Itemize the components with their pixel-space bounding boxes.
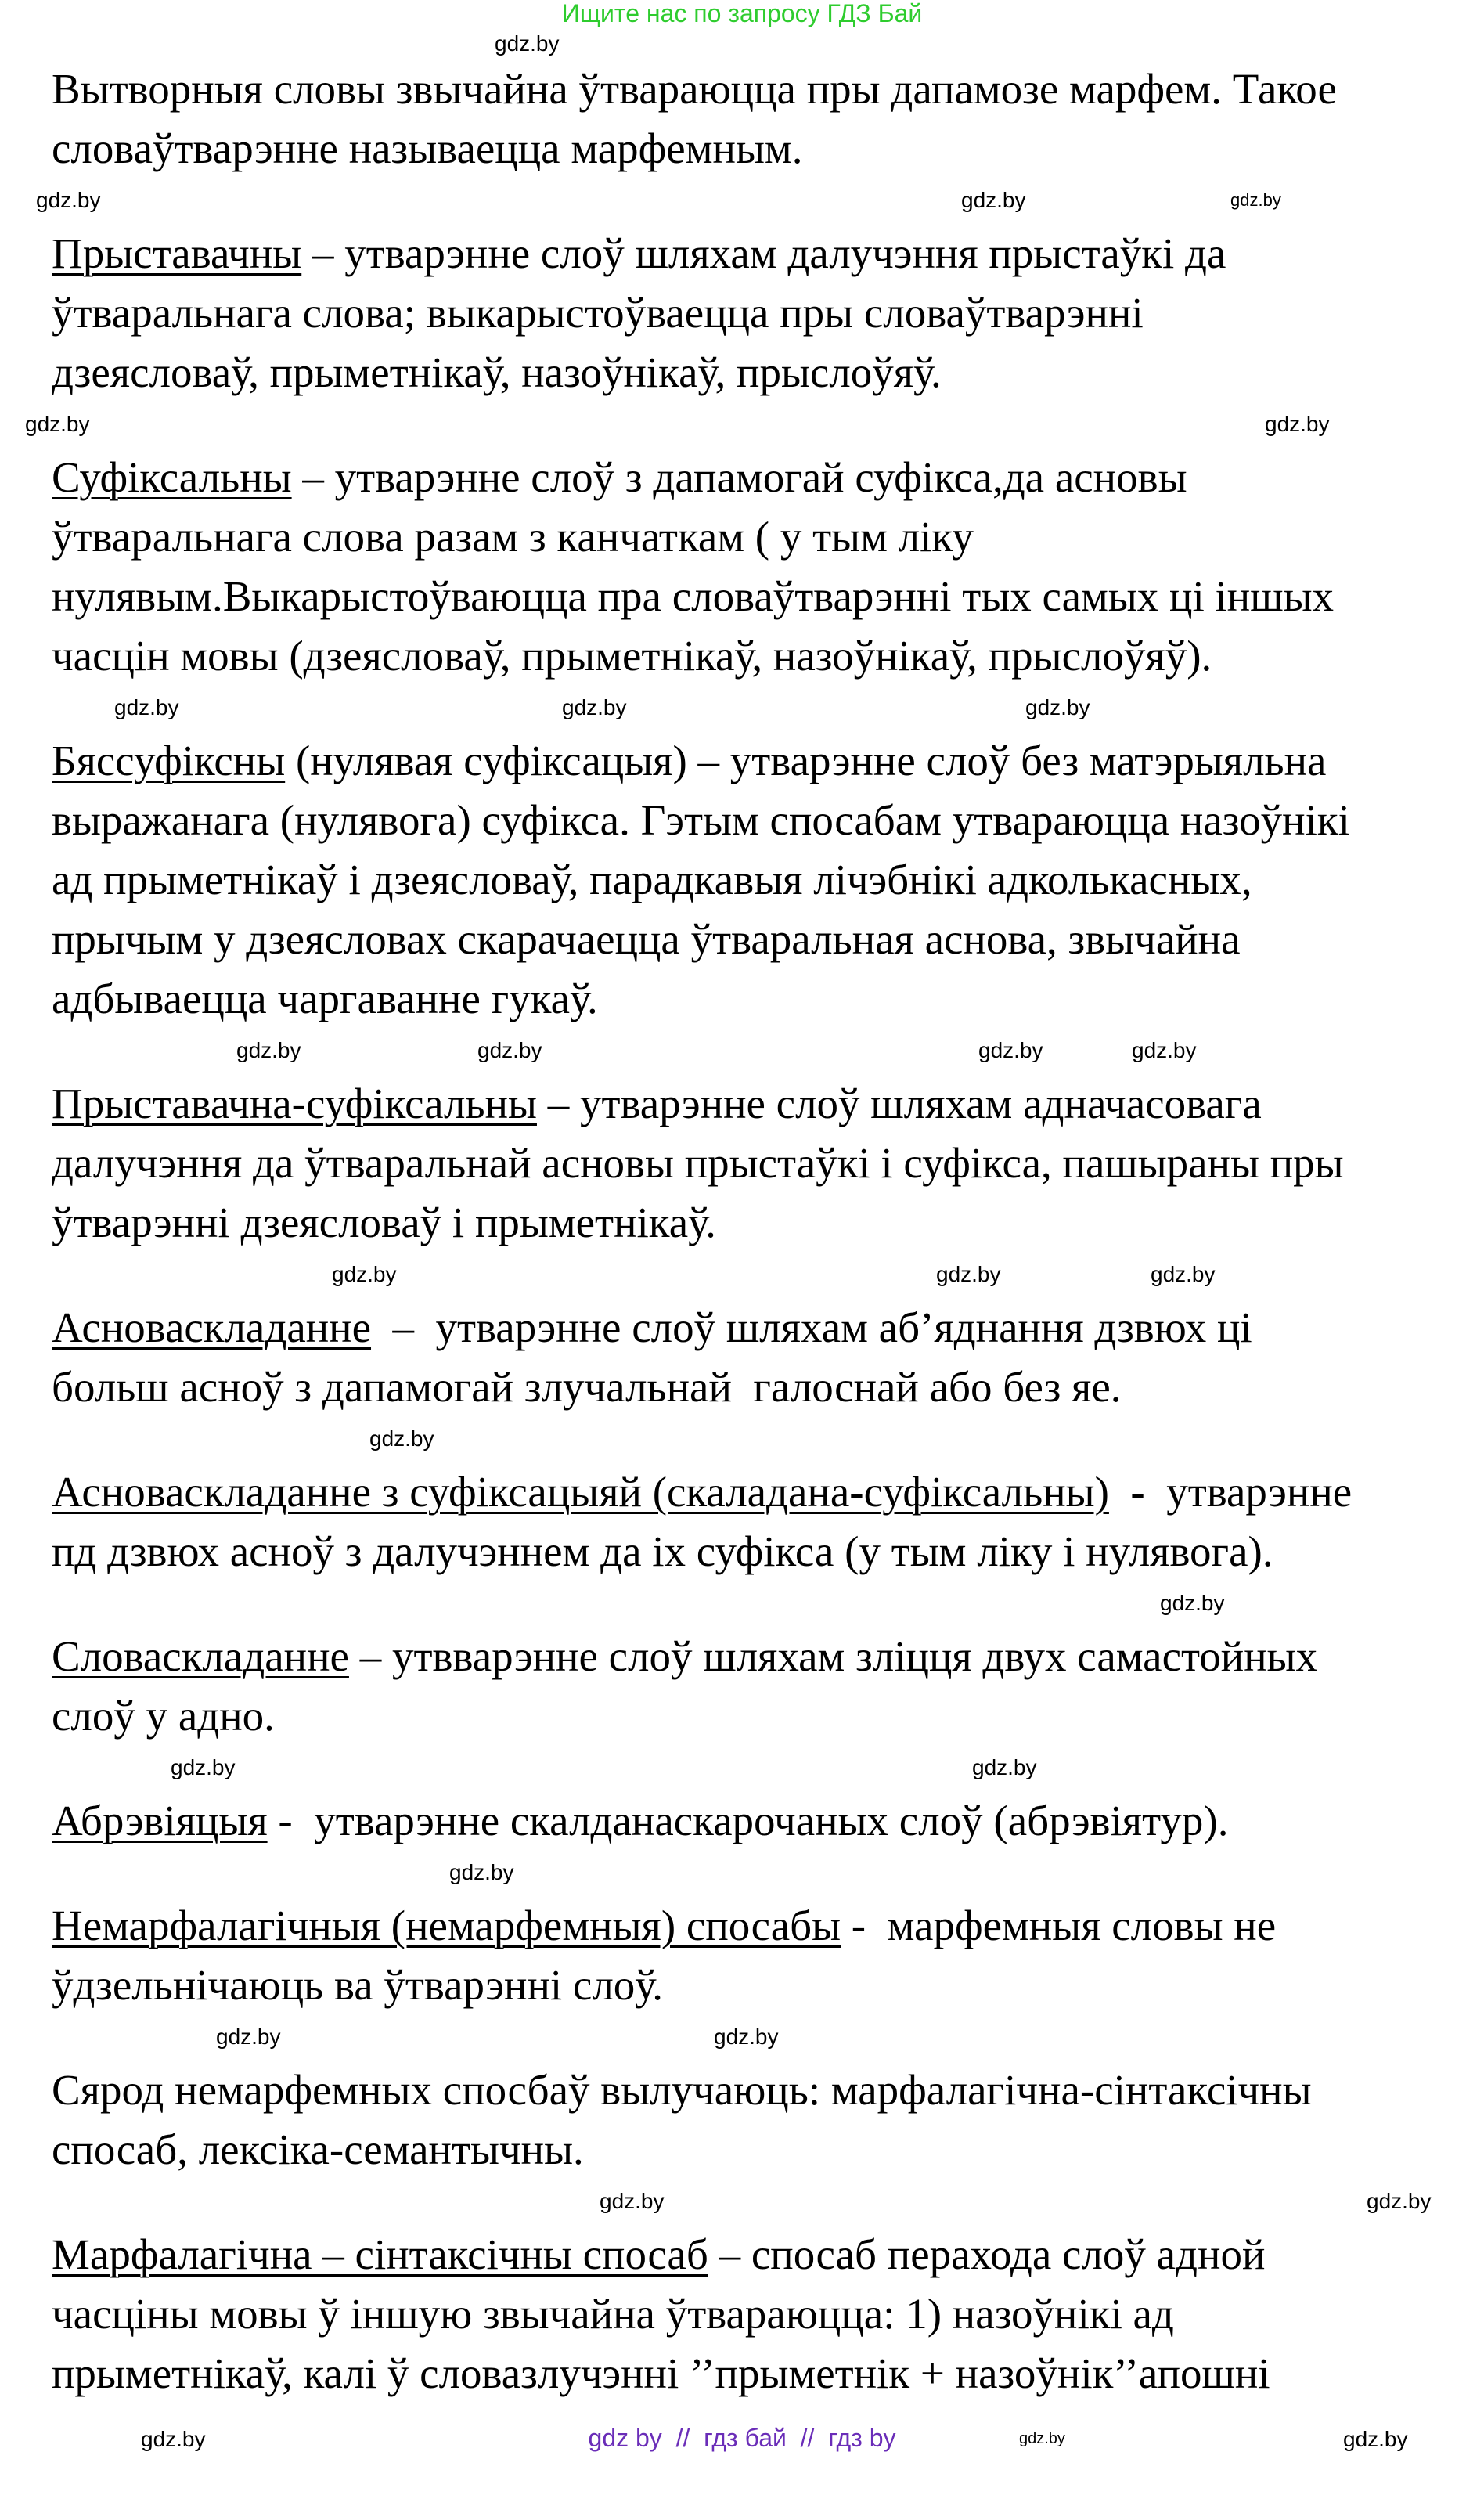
definition: – утварэнне слоў шляхам далучэння прыстаўкі да xyxy=(301,229,1226,277)
paragraph-intro xyxy=(52,59,1461,178)
site-search-banner[interactable]: Ищите нас по запросу ГДЗ Бай xyxy=(561,0,923,27)
text-line xyxy=(52,1074,1262,1134)
text-line: дзеясловаў, прыметнікаў, назоўнікаў, прыслоўяў. xyxy=(52,348,942,396)
paragraph-prefixal xyxy=(52,224,1461,402)
text-line: ўтварэнні дзеясловаў і прыметнікаў. xyxy=(52,1199,716,1246)
watermark: gdz.by xyxy=(369,1426,434,1451)
text-line: далучэння да ўтваральнай асновы прыстаўкі і суфікса, пашыраны пры xyxy=(52,1139,1344,1187)
paragraph-suffixal xyxy=(52,448,1461,686)
definition: - утварэнне xyxy=(1108,1468,1353,1516)
watermark: gdz.by xyxy=(25,412,90,436)
definition: - марфемныя словы не xyxy=(841,1902,1277,1949)
definition: (нулявая суфіксацыя) – утварэнне слоў без матэрыяльна xyxy=(285,737,1327,784)
text-line: спосаб, лексіка-семантычны. xyxy=(52,2125,584,2173)
footer-bar xyxy=(0,2423,1484,2453)
watermark: gdz.by xyxy=(1025,695,1090,719)
paragraph-nonsuffixal xyxy=(52,731,1461,1029)
text-line: пд дзвюх асноў з далучэннем да іх суфікса (у тым ліку і нулявога). xyxy=(52,1527,1273,1575)
paragraph-stem-compounding-suffixation xyxy=(52,1462,1461,1581)
term: Словаскладанне xyxy=(52,1632,349,1680)
term: Марфалагічна – сінтаксічны спосаб xyxy=(52,2230,708,2278)
text-line: прычым у дзеясловах скарачаецца ўтваральная аснова, звычайна xyxy=(52,915,1241,963)
watermark: gdz.by xyxy=(1160,1591,1225,1615)
watermark: gdz.by xyxy=(495,31,560,56)
watermark: gdz.by xyxy=(1151,1262,1216,1286)
watermark: gdz.by xyxy=(1367,2189,1432,2213)
definition: - утварэнне скалданаскарочаных слоў (абрэвіятур). xyxy=(267,1797,1229,1844)
watermark: gdz.by xyxy=(171,1755,236,1779)
watermark: gdz.by xyxy=(1019,2430,1065,2447)
term: Прыставачны xyxy=(52,229,302,277)
term: Асноваскладанне xyxy=(52,1303,372,1351)
paragraph-morphological-syntactic xyxy=(52,2225,1461,2403)
text-line xyxy=(52,1791,1228,1851)
watermark: gdz.by xyxy=(972,1755,1037,1779)
watermark: gdz.by xyxy=(978,1038,1043,1062)
footer-site-links[interactable]: gdz by // гдз бай // гдз by xyxy=(588,2424,896,2452)
watermark: gdz.by xyxy=(600,2189,665,2213)
text-line: выражанага (нулявога) суфікса. Гэтым спосабам утвараюцца назоўнікі xyxy=(52,796,1350,844)
watermark: gdz.by xyxy=(141,2427,206,2451)
text-line: ўтваральнага слова разам з канчаткам ( у тым ліку xyxy=(52,513,974,561)
text-line: слоў у адно. xyxy=(52,1692,275,1740)
text-line xyxy=(52,1462,1352,1522)
text-line: ўдзельнічаюць ва ўтварэнні слоў. xyxy=(52,1961,664,2009)
watermark: gdz.by xyxy=(449,1860,514,1884)
definition: – утвварэнне слоў шляхам зліцця двух самастойных xyxy=(348,1632,1318,1680)
watermark: gdz.by xyxy=(1343,2427,1408,2451)
definition: – утварэнне слоў з дапамогай суфікса,да асновы xyxy=(291,453,1187,501)
watermark: gdz.by xyxy=(36,188,101,212)
paragraph-prefixal-suffixal xyxy=(52,1074,1461,1253)
watermark: gdz.by xyxy=(216,2024,281,2049)
definition: – утварэнне слоў шляхам аб’яднання дзвюх ці xyxy=(371,1303,1252,1351)
text-line: нулявым.Выкарыстоўваюцца пра словаўтварэнні тых самых ці іншых xyxy=(52,572,1335,620)
watermark: gdz.by xyxy=(236,1038,301,1062)
paragraph-nonmorphemic xyxy=(52,1896,1461,2015)
watermark: gdz.by xyxy=(936,1262,1001,1286)
definition: – утварэнне слоў шляхам адначасовага xyxy=(536,1080,1262,1127)
watermark: gdz.by xyxy=(1265,412,1330,436)
term: Немарфалагічныя (немарфемныя) спосабы xyxy=(52,1902,841,1949)
term: Суфіксальны xyxy=(52,453,292,501)
text-line: Сярод немарфемных спосбаў вылучаюць: марфалагічна-сінтаксічны xyxy=(52,2066,1312,2114)
text-line: часціны мовы ў іншую звычайна ўтвараюцца: 1) назоўнікі ад xyxy=(52,2290,1174,2338)
term: Бяссуфіксны xyxy=(52,737,286,784)
text-line: часцін мовы (дзеясловаў, прыметнікаў, назоўнікаў, прыслоўяў). xyxy=(52,632,1212,680)
text-line: больш асноў з дапамогай злучальнай галоснай або без яе. xyxy=(52,1363,1122,1411)
watermark: gdz.by xyxy=(1230,190,1281,210)
paragraph-word-compounding xyxy=(52,1627,1461,1746)
text-line: прыметнікаў, калі ў словазлучэнні ’’прыметнік + назоўнік’’апошні xyxy=(52,2349,1270,2397)
text-line xyxy=(52,1896,1276,1956)
text-line xyxy=(52,2225,1265,2284)
text-line: словаўтварэнне называецца марфемным. xyxy=(52,124,803,172)
text-line xyxy=(52,448,1187,507)
definition: – спосаб перахода слоў адной xyxy=(708,2230,1266,2278)
watermark: gdz.by xyxy=(714,2024,779,2049)
watermark: gdz.by xyxy=(477,1038,542,1062)
text-line xyxy=(52,731,1326,791)
text-line: адбываецца чаргаванне гукаў. xyxy=(52,975,598,1022)
text-line: Вытворныя словы звычайна ўтвараюцца пры дапамозе марфем. Такое xyxy=(52,65,1337,113)
watermark: gdz.by xyxy=(114,695,179,719)
watermark: gdz.by xyxy=(562,695,627,719)
term: Асноваскладанне з суфіксацыяй (скаладана-суфіксальны) xyxy=(52,1468,1109,1516)
paragraph-abbreviation xyxy=(52,1791,1461,1851)
text-line xyxy=(52,224,1226,283)
term: Прыставачна-суфіксальны xyxy=(52,1080,537,1127)
site-search-banner-bar xyxy=(0,0,1484,27)
watermark: gdz.by xyxy=(1132,1038,1197,1062)
term: Абрэвіяцыя xyxy=(52,1797,268,1844)
text-line xyxy=(52,1298,1252,1357)
text-line: ўтваральнага слова; выкарыстоўваецца пры словаўтварэнні xyxy=(52,289,1144,337)
watermark: gdz.by xyxy=(332,1262,397,1286)
text-line xyxy=(52,1627,1317,1686)
document-body xyxy=(52,59,1461,2449)
paragraph-stem-compounding xyxy=(52,1298,1461,1417)
paragraph-nonmorphemic-types xyxy=(52,2061,1461,2180)
text-line: ад прыметнікаў і дзеясловаў, парадкавыя лічэбнікі адколькасных, xyxy=(52,856,1252,903)
watermark: gdz.by xyxy=(961,188,1026,212)
